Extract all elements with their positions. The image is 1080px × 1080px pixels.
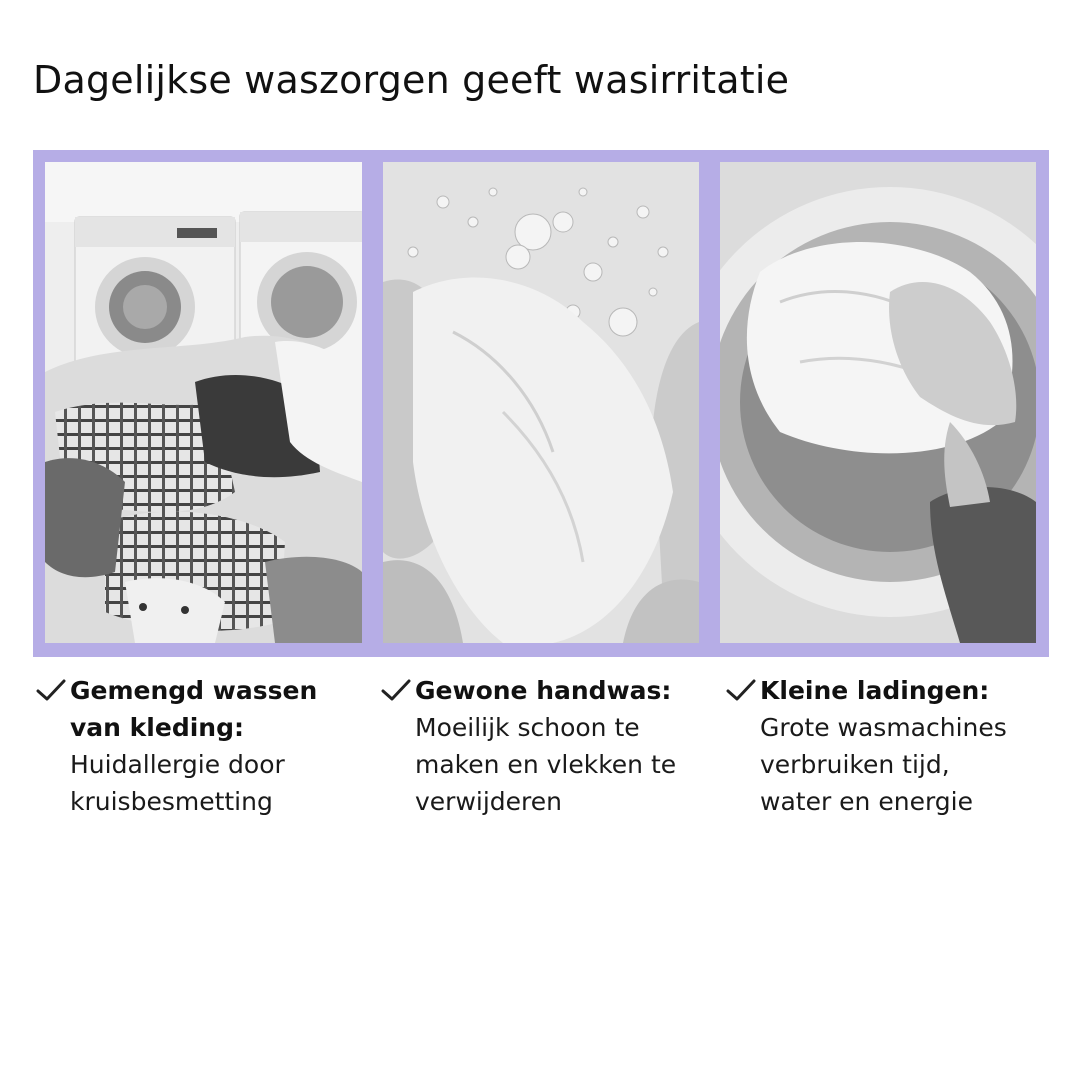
- checkmark-icon: [726, 678, 756, 702]
- laundry-pile-photo: [45, 162, 362, 643]
- page-title: Dagelijkse waszorgen geeft wasirritatie: [33, 58, 790, 102]
- checkmark-icon: [36, 678, 66, 702]
- caption-body: Grote wasmachines verbruiken tijd, water en energie: [760, 713, 1007, 816]
- caption-small-loads: [726, 672, 1026, 820]
- checkmark-icon: [381, 678, 411, 702]
- caption-heading: Gewone handwas:: [415, 676, 672, 705]
- caption-text: [760, 672, 1026, 820]
- caption-handwash: [381, 672, 681, 820]
- caption-text: [70, 672, 336, 820]
- caption-heading: Kleine ladingen:: [760, 676, 990, 705]
- photo-frame: [33, 150, 1049, 657]
- caption-body: Moeilijk schoon te maken en vlekken te verwijderen: [415, 713, 677, 816]
- caption-heading: Gemengd wassen van kleding:: [70, 676, 318, 742]
- caption-body: Huidallergie door kruisbesmetting: [70, 750, 285, 816]
- caption-text: [415, 672, 681, 820]
- handwash-foam-photo: [383, 162, 699, 643]
- caption-mixed-wash: [36, 672, 336, 820]
- washing-machine-load-photo: [720, 162, 1036, 643]
